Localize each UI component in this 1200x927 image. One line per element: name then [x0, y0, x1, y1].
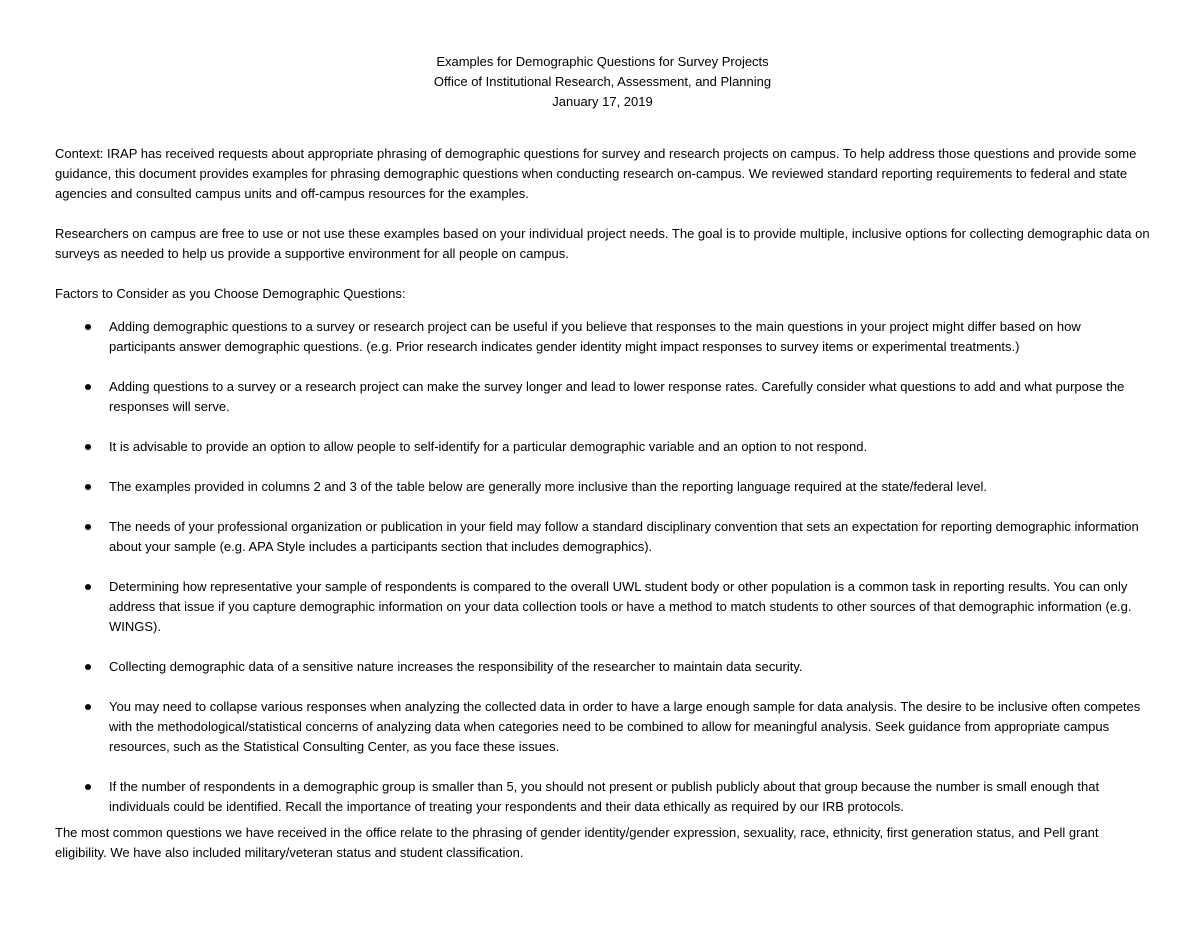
- document-date: January 17, 2019: [552, 94, 653, 109]
- document-title: Examples for Demographic Questions for Survey Projects: [436, 54, 769, 69]
- list-item-text: It is advisable to provide an option to allow people to self-identify for a particular demographic variable and an option to not respond.: [109, 439, 868, 454]
- closing-paragraph: The most common questions we have received in the office relate to the phrasing of gender identity/gender expression, sexuality, race, ethnicity, first generation status, and Pell grant eligibility. We have also included military/veteran status and student classification.: [55, 825, 1099, 860]
- list-item-text: Adding demographic questions to a survey or research project can be useful if you believe that responses to the main questions in your project might differ based on how participants answer demographic questions. (e.g. Prior research indicates gender identity might impact responses to survey items or experimental treatments.): [109, 319, 1081, 354]
- list-item-text: Collecting demographic data of a sensitive nature increases the responsibility of the researcher to maintain data security.: [109, 659, 803, 674]
- bullet-icon: [85, 664, 91, 670]
- list-item: [55, 437, 1150, 457]
- bullet-icon: [85, 384, 91, 390]
- list-item: [55, 657, 1150, 677]
- list-item-text: The examples provided in columns 2 and 3 of the table below are generally more inclusive than the reporting language required at the state/federal level.: [109, 479, 988, 494]
- office-name: Office of Institutional Research, Assessment, and Planning: [433, 74, 772, 89]
- bullet-icon: [85, 324, 91, 330]
- list-item: [55, 517, 1150, 557]
- bullet-icon: [85, 784, 91, 790]
- bullet-icon: [85, 584, 91, 590]
- bullet-icon: [85, 444, 91, 450]
- list-item-text: If the number of respondents in a demographic group is smaller than 5, you should not present or publish publicly about that group because the number is small enough that individuals could be identified. Recall the importance of treating your respondents and their data ethically as required by our IRB protocols.: [109, 779, 1100, 814]
- bullet-icon: [85, 484, 91, 490]
- list-item-text: You may need to collapse various responses when analyzing the collected data in order to have a large enough sample for data analysis. The desire to be inclusive often competes with the methodological/statistical concerns of analyzing data when categories need to be combined to allow for meaningful analysis. Seek guidance from appropriate campus resources, such as the Statistical Consulting Center, as you face these issues.: [109, 699, 1141, 754]
- factors-list: [55, 317, 1150, 817]
- list-item-text: Determining how representative your sample of respondents is compared to the overall UWL student body or other population is a common task in reporting results. You can only address that issue if you capture demographic information on your data collection tools or have a method to match students to other sources of that demographic information (e.g. WINGS).: [109, 579, 1132, 634]
- list-item: [55, 477, 1150, 497]
- list-item: [55, 317, 1150, 357]
- list-item: [55, 577, 1150, 637]
- list-item: [55, 377, 1150, 417]
- context-paragraph: Context: IRAP has received requests about appropriate phrasing of demographic questions for survey and research projects on campus. To help address those questions and provide some guidance, this document provides examples for phrasing demographic questions when conducting research on-campus. We reviewed standard reporting requirements to federal and state agencies and consulted campus units and off-campus resources for the examples.: [55, 146, 1137, 201]
- list-item: [55, 697, 1150, 757]
- document-title-block: [55, 52, 1150, 112]
- list-item-text: Adding questions to a survey or a research project can make the survey longer and lead to lower response rates. Carefully consider what questions to add and what purpose the responses will serve.: [109, 379, 1125, 414]
- factors-heading: Factors to Consider as you Choose Demographic Questions:: [55, 286, 406, 301]
- bullet-icon: [85, 704, 91, 710]
- bullet-icon: [85, 524, 91, 530]
- list-item: [55, 777, 1150, 817]
- list-item-text: The needs of your professional organization or publication in your field may follow a standard disciplinary convention that sets an expectation for reporting demographic information about your sample (e.g. APA Style includes a participants section that includes demographics).: [109, 519, 1139, 554]
- document-page: [55, 52, 1150, 883]
- researchers-paragraph: Researchers on campus are free to use or not use these examples based on your individual project needs. The goal is to provide multiple, inclusive options for collecting demographic data on surveys as needed to help us provide a supportive environment for all people on campus.: [55, 226, 1150, 261]
